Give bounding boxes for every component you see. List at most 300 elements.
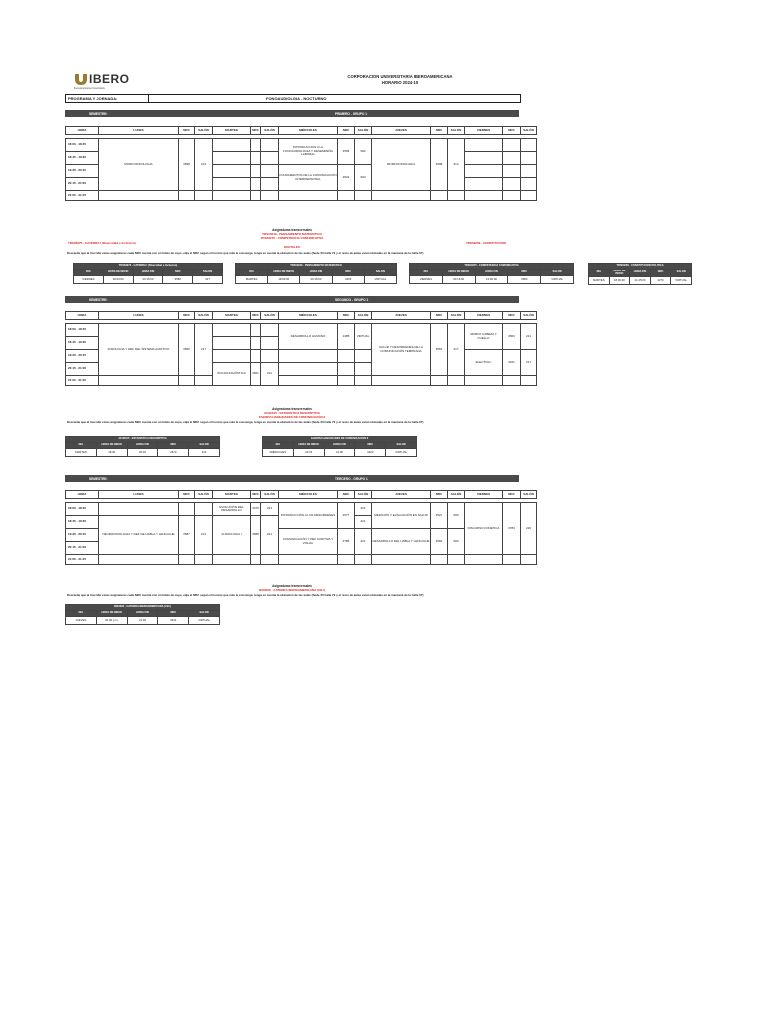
col-viernes: VIERNES — [465, 127, 503, 135]
salon-cell: 221 — [355, 503, 372, 516]
class-cell: EVOLUCIÓN DEL DESARROLLO — [213, 503, 251, 516]
table-cell: VIRTUAL — [189, 617, 220, 625]
table-cell: 18:00:00 — [103, 276, 133, 284]
table-cell: VIRTUAL — [541, 276, 574, 284]
transversal-item: TDS03270 - COMPETENCIA COMUNICATIVA — [260, 236, 324, 240]
salon-cell: 221 — [355, 516, 372, 529]
class-cell: NEUROFISIOLOGIA Y DEF DE HABLA Y LENGUAJE — [99, 516, 179, 555]
class-cell: SOCIOLINGÜÍSTICA — [213, 363, 251, 386]
table-cell: MIÉRCOLES — [263, 449, 294, 457]
hour-cell: 18:45 - 19:30 — [66, 152, 99, 165]
col-salon: SALÓN — [448, 312, 465, 320]
mini-col: HORA DE INICIO — [609, 270, 630, 277]
col-jueves: JUEVES — [372, 491, 431, 499]
mini-col: NRC — [650, 270, 671, 277]
transversal-left: TDS03270 - CATEDRA I (Diversidad e Inclusion) — [68, 241, 136, 245]
table-cell — [503, 165, 521, 178]
table-row — [66, 555, 537, 565]
table-cell — [195, 503, 213, 516]
class-cell: INTRODUCCION A LA FONOAUDIOLOGIA Y DESEMPEÑO LABORAL — [279, 139, 338, 165]
nrc-cell: 3587 — [179, 516, 195, 555]
col-salon: SALÓN — [355, 312, 372, 320]
mini-col: DÍA — [236, 270, 268, 276]
hour-cell: 19:30 - 20:15 — [66, 165, 99, 178]
table-cell — [261, 191, 279, 201]
class-cell: INTRODUCCIÓN A LOS DESORDENES — [279, 503, 338, 529]
mini-col: HORA FIN — [630, 270, 651, 277]
col-nrc: NRC — [179, 491, 195, 499]
transversal-title: Asignaturas transversales — [272, 407, 312, 411]
schedule-table-2 — [65, 311, 537, 386]
table-cell — [251, 165, 261, 178]
col-martes: MARTES — [213, 491, 251, 499]
mini-table — [65, 604, 220, 625]
salon-cell: 221 — [355, 529, 372, 555]
mini-col: HORA FIN — [475, 270, 508, 276]
class-cell: FUNDAMENTOS DE LA COMUNICACIÓN INTERPERSONAL — [279, 165, 338, 191]
table-cell — [521, 376, 537, 386]
table-cell — [448, 555, 465, 565]
enrollment-note: Descarda que al inscribir estas asignaturas cada NRC cuenta con un limite de cupo, elija el NRC segun el horario que más le convenga, tenga en cuenta la ubicación de las aulas (Sede 33 Calle 79 y el resto de aulas estan ubicadas en la manzana de la Calle 67) — [67, 251, 424, 255]
table-cell — [195, 191, 213, 201]
semester-label: SEMESTRE: — [89, 476, 108, 481]
col-salon: SALÓN — [195, 491, 213, 499]
table-cell — [261, 178, 279, 191]
transversal-item: DIS0006 - CATEDRA IBEROAMERICANA (CB I) — [258, 588, 326, 592]
table-cell — [465, 191, 503, 201]
table-cell: 3541 — [158, 617, 189, 625]
salon-cell: 221 — [261, 503, 279, 516]
hour-cell: 19:30 - 20:15 — [66, 529, 99, 542]
table-cell — [261, 139, 279, 152]
table-row — [66, 503, 537, 516]
header-row — [66, 312, 537, 320]
salon-cell: 226 — [521, 503, 537, 555]
col-jueves: JUEVES — [372, 312, 431, 320]
class-cell: DESARROLLO DEL HABLA Y LENGUAJE — [372, 529, 431, 555]
nrc-cell: 3581 — [431, 324, 448, 376]
table-cell — [521, 165, 537, 178]
table-cell — [251, 152, 261, 165]
table-cell: 20:15:00 — [133, 276, 163, 284]
col-lunes: LUNES — [99, 312, 179, 320]
col-nrc: NRC — [503, 491, 521, 499]
table-cell — [279, 191, 338, 201]
semester-3-bar — [65, 475, 519, 482]
col-salon: SALÓN — [261, 491, 279, 499]
mini-col: NRC — [508, 270, 541, 276]
table-cell — [261, 350, 279, 363]
institution-title: CORPORACION UNIVERSITARIA IBEROAMERICANA — [347, 74, 453, 79]
col-salon: SALÓN — [521, 312, 537, 320]
table-cell — [465, 165, 503, 178]
salon-cell: VIRTUAL — [355, 324, 372, 350]
table-cell — [338, 555, 355, 565]
mini-col: HORA DE INICIO — [442, 270, 475, 276]
mini-col: SALÓN — [364, 270, 396, 276]
col-nrc: NRC — [503, 127, 521, 135]
col-nrc: NRC — [251, 491, 261, 499]
mini-col: DÍA — [66, 611, 97, 617]
class-cell: MORFOFISIOLOGIA — [99, 139, 179, 191]
semester-2-bar — [65, 296, 519, 303]
enrollment-note: Descarda que al inscribir estas asignaturas cada NRC cuenta con un limite de cupo, elija el NRC segun el horario que más le convenga, tenga en cuenta la ubicación de las aulas (Sede 33 Calle 79 y el resto de aulas estan ubicadas en la manzana de la Calle 67) — [67, 420, 424, 424]
mini-col: HORA DE INICIO — [268, 270, 300, 276]
header-row — [66, 127, 537, 135]
table-cell — [355, 350, 372, 363]
nrc-cell: 3560 — [179, 324, 195, 376]
table-cell — [179, 555, 195, 565]
table-cell: 21:45:00 — [630, 276, 651, 284]
table-cell — [261, 324, 279, 337]
logo-subtitle: Iberoamericana Universitaria — [74, 87, 105, 90]
mini-col: HORA DE INICIO — [96, 443, 127, 449]
semester-label: SEMESTRE: — [89, 297, 108, 302]
class-cell: ELECTIVA I — [465, 350, 503, 376]
table-row — [410, 276, 574, 284]
class-cell: SALUD Y DESORDENES DE LA COMUNICACIÓN TEMPRANA — [372, 324, 431, 376]
table-cell: 3583 — [508, 276, 541, 284]
nrc-cell: 3599 — [338, 139, 355, 165]
mini-table — [409, 263, 574, 284]
table-cell — [195, 555, 213, 565]
nrc-cell: 3577 — [338, 503, 355, 529]
col-miercoles: MIÉRCOLES — [279, 312, 338, 320]
table-cell: VIRTUAL — [386, 449, 417, 457]
table-row — [263, 449, 417, 457]
table-cell — [213, 324, 251, 337]
hour-cell: 18:45 - 19:30 — [66, 337, 99, 350]
transversal-title: Asignaturas transversales — [272, 584, 312, 588]
salon-cell: S03 — [448, 529, 465, 555]
salon-cell: S03 — [448, 503, 465, 529]
hour-cell: 20:15 - 21:00 — [66, 178, 99, 191]
mini-col: DÍA — [263, 443, 294, 449]
mini-table — [235, 263, 397, 284]
mini-col: NRC — [355, 443, 386, 449]
table-cell — [372, 376, 431, 386]
table-cell: 21:00 — [324, 449, 355, 457]
table-cell — [251, 139, 261, 152]
col-nrc: NRC — [431, 312, 448, 320]
table-cell — [99, 376, 179, 386]
schedule-table-3 — [65, 490, 537, 565]
mini-title: TDS03249 - PENSAMIENTO MATEMATICO — [236, 264, 397, 270]
table-cell — [251, 350, 261, 363]
hour-cell: 20:15 - 21:00 — [66, 363, 99, 376]
mini-table — [262, 436, 417, 457]
table-cell — [521, 139, 537, 152]
class-cell: FISIOLOGIA Y DEF DEL SISTEMA AUDITIVO — [99, 324, 179, 376]
table-cell: MARTES — [66, 449, 97, 457]
table-cell — [179, 191, 195, 201]
col-hora: HORA — [66, 127, 99, 135]
mini-col: DÍA — [66, 443, 97, 449]
table-row — [66, 191, 537, 201]
table-row — [74, 276, 223, 284]
nrc-cell: 2485 — [338, 324, 355, 350]
col-nrc: NRC — [338, 491, 355, 499]
col-lunes: LUNES — [99, 127, 179, 135]
nrc-cell: 3785 — [338, 529, 355, 555]
nrc-cell: 3221 — [503, 350, 521, 376]
nrc-cell: 3527 — [431, 503, 448, 529]
nrc-cell: 3598 — [431, 139, 448, 191]
table-cell — [251, 324, 261, 337]
table-cell — [431, 555, 448, 565]
hour-cell: 18:00 - 18:45 — [66, 139, 99, 152]
table-cell — [251, 337, 261, 350]
transversal-title: Asignaturas transversales — [272, 228, 312, 232]
table-cell — [355, 376, 372, 386]
mini-col: SALÓN — [189, 443, 220, 449]
enrollment-note: Descarda que al inscribir estas asignaturas cada NRC cuenta con un limite de cupo, elija el NRC segun el horario que más le convenga, tenga en cuenta la ubicación de las aulas (Sede 33 Calle 79 y el resto de aulas estan ubicadas en la manzana de la Calle 67) — [67, 593, 424, 597]
col-nrc: NRC — [251, 127, 261, 135]
salon-cell: 221 — [261, 516, 279, 555]
semester-group: TERCERO - GRUPO 1 — [335, 476, 368, 481]
col-martes: MARTES — [213, 312, 251, 320]
table-cell: 21:45 — [127, 617, 158, 625]
table-cell — [431, 191, 448, 201]
table-cell — [251, 555, 261, 565]
salon-cell: 217 — [448, 324, 465, 376]
table-cell — [179, 376, 195, 386]
hour-cell: 19:30 - 20:15 — [66, 350, 99, 363]
mini-col: NRC — [332, 270, 364, 276]
table-row — [236, 276, 397, 284]
col-hora: HORA — [66, 491, 99, 499]
ibero-logo — [74, 71, 129, 93]
mini-col: HORA DE INICIO — [96, 611, 127, 617]
semester-1-bar — [65, 110, 519, 117]
table-cell — [503, 178, 521, 191]
table-cell — [279, 363, 338, 376]
class-cell: DESARROLLO HUMANO — [279, 324, 338, 350]
salon-cell: 314 — [448, 139, 465, 191]
mini-title: AFH0105 - ESTADISTICA DESCRIPTIVA — [66, 437, 220, 443]
logo-mark-icon — [74, 72, 88, 86]
col-miercoles: MIÉRCOLES — [279, 491, 338, 499]
col-salon: SALÓN — [448, 491, 465, 499]
mini-col: SALÓN — [541, 270, 574, 276]
table-cell — [213, 139, 251, 152]
mini-col: NRC — [163, 270, 193, 276]
table-row — [66, 324, 537, 337]
hour-cell: 18:45 - 19:30 — [66, 516, 99, 529]
salon-cell: 213 — [195, 516, 213, 555]
table-cell — [503, 191, 521, 201]
table-cell — [448, 191, 465, 201]
header-row — [66, 491, 537, 499]
table-cell — [372, 555, 431, 565]
table-cell — [213, 350, 251, 363]
table-cell — [465, 152, 503, 165]
hour-cell: 18:00 - 18:45 — [66, 324, 99, 337]
transversal-item: AFH0105 - ESTADISTICA DESCRIPTIVA — [264, 411, 320, 415]
col-salon: SALÓN — [448, 127, 465, 135]
nrc-cell: 3561 — [251, 363, 261, 386]
table-cell — [213, 152, 251, 165]
table-row — [66, 449, 220, 457]
col-martes: MARTES — [213, 127, 251, 135]
table-cell — [99, 503, 179, 516]
salon-cell: S02 — [355, 139, 372, 165]
table-row — [66, 617, 220, 625]
table-cell — [279, 376, 338, 386]
col-nrc: NRC — [251, 312, 261, 320]
col-nrc: NRC — [431, 127, 448, 135]
table-cell: MARTES — [236, 276, 268, 284]
table-cell — [99, 191, 179, 201]
table-cell: VIERNES — [74, 276, 104, 284]
table-cell — [338, 363, 355, 376]
mini-col: NRC — [158, 443, 189, 449]
col-salon: SALÓN — [195, 312, 213, 320]
mini-col: SALÓN — [671, 270, 692, 277]
table-cell — [503, 139, 521, 152]
table-cell: 21:00:00 — [475, 276, 508, 284]
table-row — [66, 139, 537, 152]
table-cell: 3222 — [355, 449, 386, 457]
table-cell — [213, 178, 251, 191]
transversal-item: TDS03249 - PENSAMIENTO MATEMATICO — [262, 232, 322, 236]
table-cell: VIRTUAL — [671, 276, 692, 284]
table-cell — [251, 191, 261, 201]
mini-col: NRC — [158, 611, 189, 617]
table-cell — [503, 152, 521, 165]
col-salon: SALÓN — [355, 491, 372, 499]
mini-col: SALÓN — [386, 443, 417, 449]
nrc-cell: 3784 — [503, 503, 521, 555]
col-salon: SALÓN — [355, 127, 372, 135]
table-cell — [99, 555, 179, 565]
table-cell — [521, 191, 537, 201]
col-nrc: NRC — [179, 127, 195, 135]
program-label: PROGRAMA Y JORNADA: — [68, 96, 118, 101]
table-cell — [521, 178, 537, 191]
table-cell — [179, 503, 195, 516]
col-salon: SALÓN — [521, 491, 537, 499]
class-cell: MORFO CABEZA Y CUELLO — [465, 324, 503, 350]
table-cell — [261, 337, 279, 350]
schedule-table-1 — [65, 126, 537, 201]
table-cell — [279, 350, 338, 363]
col-nrc: NRC — [503, 312, 521, 320]
class-cell: DISCURSO FONÉTICA — [465, 503, 503, 555]
mini-title: DIS0006 - CATEDRA IBEROAMERICANA (CB I) — [66, 605, 220, 611]
mini-col: HORA FIN — [133, 270, 163, 276]
hour-cell: 18:00 - 18:45 — [66, 503, 99, 516]
mini-table — [588, 263, 692, 285]
table-cell: 20:15 — [127, 449, 158, 457]
table-cell — [195, 376, 213, 386]
table-cell — [355, 191, 372, 201]
table-cell — [355, 363, 372, 376]
table-cell: 18:00:00 — [609, 276, 630, 284]
class-cell: COMUNICACIÓN Y DEF AUDITIVA Y VISUAL — [279, 529, 338, 555]
table-cell: 20:00 p.m. — [96, 617, 127, 625]
table-cell: 18:00 — [96, 449, 127, 457]
table-cell: MARTES — [589, 276, 610, 284]
transversal-item: FAB0053 HABILIDADES DE COMUNICACIÓN II — [258, 415, 326, 419]
table-cell — [521, 152, 537, 165]
table-cell — [279, 555, 338, 565]
col-viernes: VIERNES — [465, 312, 503, 320]
salon-cell: 217 — [195, 324, 213, 376]
table-cell — [465, 555, 503, 565]
table-cell: 20:15:00 — [300, 276, 332, 284]
col-viernes: VIERNES — [465, 491, 503, 499]
table-cell: 227 — [193, 276, 223, 284]
mini-title: TDS03270 - CATEDRA I (Diversidad e Inclusion) — [74, 264, 223, 270]
table-cell — [338, 350, 355, 363]
table-cell — [521, 555, 537, 565]
table-cell: 20:15:00 — [442, 276, 475, 284]
table-cell — [503, 376, 521, 386]
col-nrc: NRC — [338, 127, 355, 135]
col-salon: SALÓN — [195, 127, 213, 135]
table-cell — [213, 555, 251, 565]
table-cell — [338, 191, 355, 201]
mini-col: HORA FIN — [300, 270, 332, 276]
table-cell: VIRTUAL — [364, 276, 396, 284]
table-cell — [251, 178, 261, 191]
mini-col: HORA FIN — [127, 443, 158, 449]
logo-text: IBERO — [89, 72, 130, 86]
hour-cell: 21:00 - 21:45 — [66, 376, 99, 386]
mini-col: HORA FIN — [324, 443, 355, 449]
col-miercoles: MIÉRCOLES — [279, 127, 338, 135]
salon-cell: 213 — [195, 139, 213, 191]
digital-label: DIGITALES — [284, 245, 300, 249]
hour-cell: 21:00 - 21:45 — [66, 555, 99, 565]
mini-col: HORA FIN — [127, 611, 158, 617]
table-cell: 2670 — [158, 449, 189, 457]
table-cell: VIERNES — [410, 276, 443, 284]
nrc-cell: 3598 — [179, 139, 195, 191]
semester-label: SEMESTRE: — [89, 111, 108, 116]
semester-group: PRIMERO - GRUPO 1 — [335, 111, 368, 116]
table-cell — [503, 555, 521, 565]
table-cell — [338, 376, 355, 386]
salon-cell: 221 — [521, 324, 537, 350]
table-cell: 18:00:00 — [268, 276, 300, 284]
class-cell: AUDIOLOGIA I — [213, 516, 251, 555]
class-cell: MORFOFISIOLOGIA — [372, 139, 431, 191]
class-cell: MEDICIÓN Y EVALUACIÓN EN SALUD — [372, 503, 431, 529]
transversal-right: TDS03259 - CONSTITUCION — [466, 241, 506, 245]
table-cell — [261, 165, 279, 178]
nrc-cell: 3563 — [503, 324, 521, 350]
table-cell: 20:15 — [293, 449, 324, 457]
mini-col: HORA DE INICIO — [103, 270, 133, 276]
table-cell — [355, 555, 372, 565]
col-nrc: NRC — [338, 312, 355, 320]
hour-cell: 20:15 - 21:00 — [66, 542, 99, 555]
mini-title: FAB0053 HABILIDADES DE COMUNICACIÓN II — [263, 437, 417, 443]
mini-col: SALÓN — [193, 270, 223, 276]
table-cell — [213, 191, 251, 201]
hour-cell: 21:00 - 21:45 — [66, 191, 99, 201]
table-cell — [213, 165, 251, 178]
col-lunes: LUNES — [99, 491, 179, 499]
mini-col: DÍA — [74, 270, 104, 276]
nrc-cell: 3682 — [431, 529, 448, 555]
salon-cell: 221 — [261, 363, 279, 386]
col-hora: HORA — [66, 312, 99, 320]
mini-table — [73, 263, 223, 284]
table-cell — [465, 178, 503, 191]
